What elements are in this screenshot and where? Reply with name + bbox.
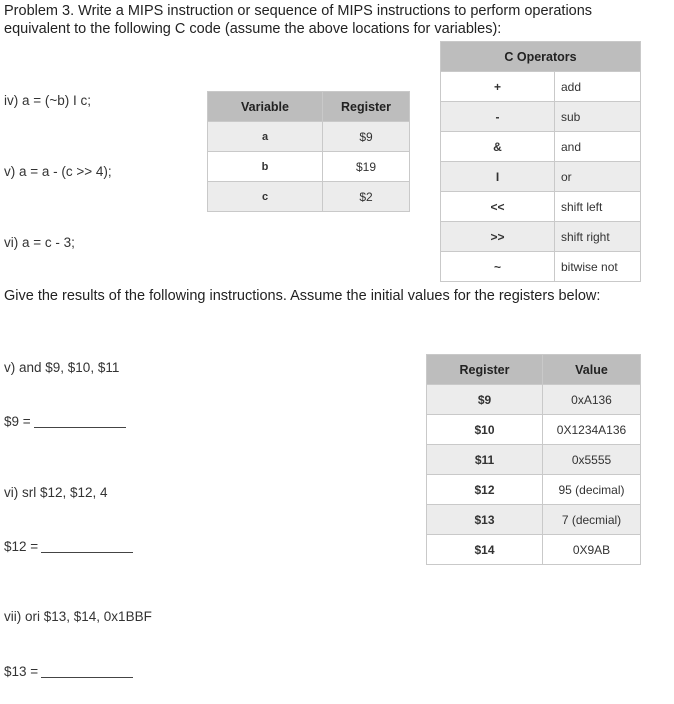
operator-meaning: and — [555, 132, 641, 162]
table-row — [427, 505, 641, 535]
question-v: v) a = a - (c >> 4); — [4, 164, 112, 179]
question-and: v) and $9, $10, $11 — [4, 360, 120, 375]
question-iv: iv) a = (~b) I c; — [4, 93, 92, 108]
table-row — [441, 72, 641, 102]
register-cell: $9 — [323, 122, 410, 152]
problem-line-1: Problem 3. Write a MIPS instruction or sequence of MIPS instructions to perform operations — [4, 3, 593, 19]
answer-12-label: $12 = — [4, 539, 39, 554]
value-cell: 0X1234A136 — [543, 415, 641, 445]
answer-13-label: $13 = — [4, 664, 39, 679]
operator-symbol: ~ — [441, 252, 555, 282]
table-row — [427, 535, 641, 565]
answer-9 — [4, 414, 126, 429]
operator-symbol: << — [441, 192, 555, 222]
register-values-table — [426, 354, 641, 565]
table-row — [441, 222, 641, 252]
answer-13 — [4, 664, 133, 679]
operator-meaning: shift left — [555, 192, 641, 222]
table-row — [427, 475, 641, 505]
answer-13-blank[interactable] — [41, 666, 133, 678]
register-cell: $19 — [323, 152, 410, 182]
value-cell: 0X9AB — [543, 535, 641, 565]
c-operators-table — [440, 41, 641, 282]
answer-12 — [4, 539, 133, 554]
table-row — [441, 252, 641, 282]
register-cell: $14 — [427, 535, 543, 565]
answer-9-blank[interactable] — [34, 416, 126, 428]
operator-meaning: or — [555, 162, 641, 192]
table-row — [441, 192, 641, 222]
operators-title: C Operators — [441, 42, 641, 72]
operator-symbol: >> — [441, 222, 555, 252]
register-cell: $9 — [427, 385, 543, 415]
value-cell: 0x5555 — [543, 445, 641, 475]
operator-symbol: - — [441, 102, 555, 132]
register-cell: $10 — [427, 415, 543, 445]
register-cell: $11 — [427, 445, 543, 475]
register-header: Register — [427, 355, 543, 385]
answer-9-label: $9 = — [4, 414, 31, 429]
variable-header: Variable — [208, 92, 323, 122]
value-cell: 7 (decmial) — [543, 505, 641, 535]
question-ori: vii) ori $13, $14, 0x1BBF — [4, 609, 152, 624]
table-row — [427, 385, 641, 415]
table-row — [208, 122, 410, 152]
variable-cell: a — [208, 122, 323, 152]
problem-line-2: equivalent to the following C code (assume the above locations for variables): — [4, 21, 502, 37]
variable-register-table — [207, 91, 410, 212]
part2-intro: Give the results of the following instructions. Assume the initial values for the registers below: — [4, 288, 601, 304]
table-row — [208, 152, 410, 182]
operator-meaning: add — [555, 72, 641, 102]
value-cell: 0xA136 — [543, 385, 641, 415]
table-row — [427, 445, 641, 475]
table-row — [208, 182, 410, 212]
operator-meaning: sub — [555, 102, 641, 132]
value-cell: 95 (decimal) — [543, 475, 641, 505]
register-cell: $13 — [427, 505, 543, 535]
variable-cell: c — [208, 182, 323, 212]
operator-symbol: & — [441, 132, 555, 162]
table-row — [441, 132, 641, 162]
problem-statement — [4, 2, 592, 38]
register-cell: $2 — [323, 182, 410, 212]
question-vi: vi) a = c - 3; — [4, 235, 75, 250]
table-row — [441, 102, 641, 132]
operator-symbol: I — [441, 162, 555, 192]
value-header: Value — [543, 355, 641, 385]
question-srl: vi) srl $12, $12, 4 — [4, 485, 108, 500]
table-row — [427, 415, 641, 445]
variable-cell: b — [208, 152, 323, 182]
register-header: Register — [323, 92, 410, 122]
operator-symbol: + — [441, 72, 555, 102]
register-cell: $12 — [427, 475, 543, 505]
operator-meaning: shift right — [555, 222, 641, 252]
answer-12-blank[interactable] — [41, 541, 133, 553]
operator-meaning: bitwise not — [555, 252, 641, 282]
table-row — [441, 162, 641, 192]
